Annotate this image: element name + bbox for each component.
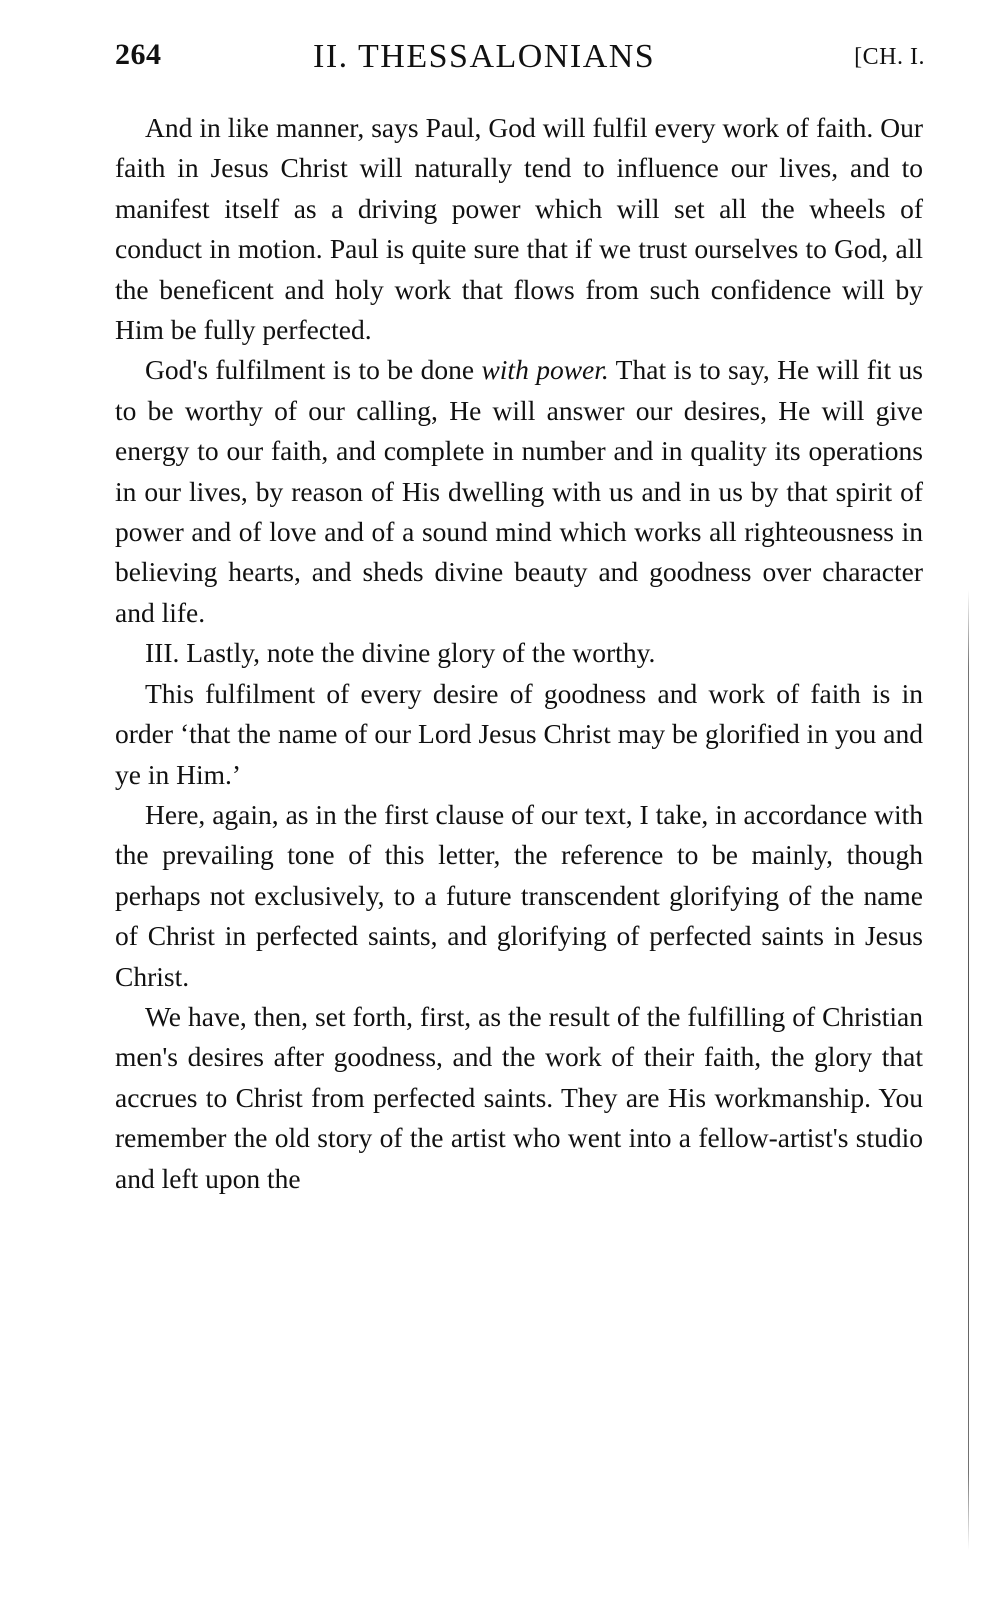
paragraph-6: We have, then, set forth, first, as the result of the fulfilling of Christian men's desires after goodness, and the work of their faith, the glory that accrues to Christ from perfected saints. They are His workmanship. You remember the old story of the artist who went into a fellow-artist's studio and left upon the — [115, 1000, 923, 1194]
paragraph-2 — [115, 350, 923, 633]
page-number: 264 — [115, 38, 162, 71]
running-title: II. THESSALONIANS — [313, 38, 656, 75]
chapter-marker: [CH. I. — [854, 44, 925, 70]
paragraph-5: Here, again, as in the first clause of our text, I take, in accordance with the prevailing tone of this letter, the reference to be mainly, though perhaps not exclusively, to a future transcendent glorifying of the name of Christ in perfected saints, and glorifying of perfected saints in Jesus Christ. — [115, 798, 923, 992]
paragraph-1: And in like manner, says Paul, God will fulfil every work of faith. Our faith in Jesus Christ will naturally tend to influence our lives, and to manifest itself as a driving power which will set all the wheels of conduct in motion. Paul is quite sure that if we trust ourselves to God, all the beneficent and holy work that flows from such confidence will by Him be fully perfected. — [115, 112, 923, 346]
paragraph-2-rest: That is to say, He will fit us to be worthy of our calling, He will answer our desires, He will give energy to our faith, and complete in number and in quality its operations in our lives, by reason of His dwelling with us and in us by that spirit of power and of love and of a sound mind which works all righteousness in believing hearts, and sheds divine beauty and goodness over character and life. — [115, 354, 923, 628]
paragraph-4: This fulfilment of every desire of goodness and work of faith is in order ‘that the name of our Lord Jesus Christ may be glorified in you and ye in Him.’ — [115, 677, 923, 790]
italic-phrase: with power. — [481, 354, 609, 386]
page-edge-line — [968, 590, 969, 1550]
paragraph-2-lead: God's fulfilment is to be done — [145, 354, 482, 386]
body-text — [115, 108, 923, 1199]
section-heading: III. Lastly, note the divine glory of the worthy. — [145, 637, 656, 669]
page-header — [115, 38, 925, 82]
